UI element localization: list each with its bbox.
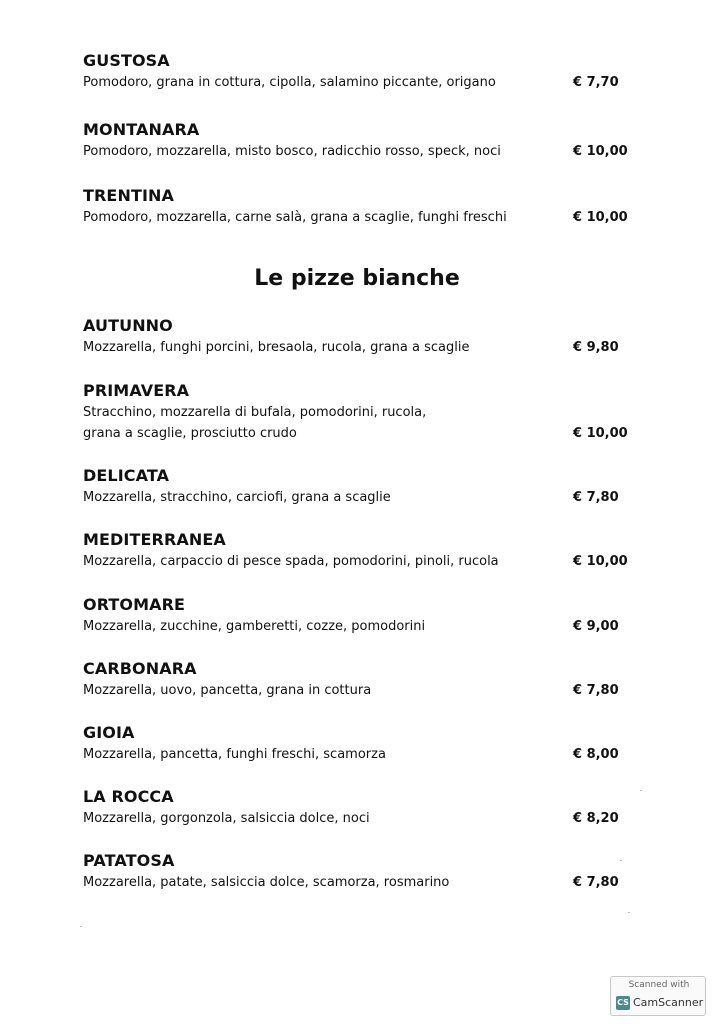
item-name: GUSTOSA bbox=[83, 51, 170, 70]
item-description: Stracchino, mozzarella di bufala, pomodorini, rucola, bbox=[83, 405, 427, 420]
item-price: € 7,70 bbox=[573, 75, 619, 90]
item-price: € 7,80 bbox=[573, 490, 619, 505]
menu-item-trentina bbox=[83, 185, 643, 228]
scanned-with-caption: Scanned with bbox=[628, 980, 690, 990]
item-description: Mozzarella, funghi porcini, bresaola, rucola, grana a scaglie bbox=[83, 340, 470, 355]
item-name: AUTUNNO bbox=[83, 316, 173, 335]
item-price: € 8,20 bbox=[573, 811, 619, 826]
menu-item-autunno bbox=[83, 315, 643, 358]
menu-item-mediterranea bbox=[83, 529, 643, 572]
menu-item-primavera bbox=[83, 380, 643, 444]
scan-speck bbox=[640, 790, 642, 791]
item-description: Pomodoro, mozzarella, misto bosco, radicchio rosso, speck, noci bbox=[83, 144, 501, 159]
menu-item-ortomare bbox=[83, 594, 643, 637]
item-price: € 8,00 bbox=[573, 747, 619, 762]
item-name: TRENTINA bbox=[83, 186, 174, 205]
item-name: MONTANARA bbox=[83, 120, 200, 139]
menu-item-gustosa bbox=[83, 50, 643, 93]
menu-item-carbonara bbox=[83, 658, 643, 701]
item-description: Mozzarella, uovo, pancetta, grana in cottura bbox=[83, 683, 372, 698]
item-price: € 10,00 bbox=[573, 426, 628, 441]
item-description: Mozzarella, patate, salsiccia dolce, scamorza, rosmarino bbox=[83, 875, 450, 890]
item-name: CARBONARA bbox=[83, 659, 197, 678]
camscanner-logo-icon: CS bbox=[616, 996, 630, 1010]
menu-item-la-rocca bbox=[83, 786, 643, 829]
item-description: Pomodoro, grana in cottura, cipolla, salamino piccante, origano bbox=[83, 75, 496, 90]
item-description: Mozzarella, gorgonzola, salsiccia dolce, noci bbox=[83, 811, 370, 826]
item-description: Pomodoro, mozzarella, carne salà, grana a scaglie, funghi freschi bbox=[83, 210, 507, 225]
menu-item-gioia bbox=[83, 722, 643, 765]
menu-item-montanara bbox=[83, 119, 643, 162]
menu-item-delicata bbox=[83, 465, 643, 508]
item-price: € 7,80 bbox=[573, 875, 619, 890]
item-description: grana a scaglie, prosciutto crudo bbox=[83, 426, 297, 441]
item-name: PATATOSA bbox=[83, 851, 175, 870]
item-name: ORTOMARE bbox=[83, 595, 186, 614]
item-price: € 10,00 bbox=[573, 210, 628, 225]
item-name: PRIMAVERA bbox=[83, 381, 190, 400]
item-price: € 10,00 bbox=[573, 144, 628, 159]
camscanner-badge bbox=[610, 976, 706, 1016]
scan-speck bbox=[80, 926, 82, 927]
menu-item-patatosa bbox=[83, 850, 643, 893]
item-description: Mozzarella, zucchine, gamberetti, cozze, pomodorini bbox=[83, 619, 426, 634]
item-description: Mozzarella, pancetta, funghi freschi, scamorza bbox=[83, 747, 386, 762]
item-price: € 9,00 bbox=[573, 619, 619, 634]
item-name: DELICATA bbox=[83, 466, 170, 485]
item-price: € 9,80 bbox=[573, 340, 619, 355]
item-description: Mozzarella, stracchino, carciofi, grana a scaglie bbox=[83, 490, 391, 505]
item-description: Mozzarella, carpaccio di pesce spada, pomodorini, pinoli, rucola bbox=[83, 554, 499, 569]
item-name: GIOIA bbox=[83, 723, 135, 742]
item-name: MEDITERRANEA bbox=[83, 530, 226, 549]
item-price: € 10,00 bbox=[573, 554, 628, 569]
item-price: € 7,80 bbox=[573, 683, 619, 698]
camscanner-name: CamScanner bbox=[633, 996, 704, 1009]
scan-speck bbox=[620, 860, 622, 861]
item-name: LA ROCCA bbox=[83, 787, 174, 806]
section-title: Le pizze bianche bbox=[254, 266, 460, 291]
scan-speck bbox=[628, 912, 630, 913]
